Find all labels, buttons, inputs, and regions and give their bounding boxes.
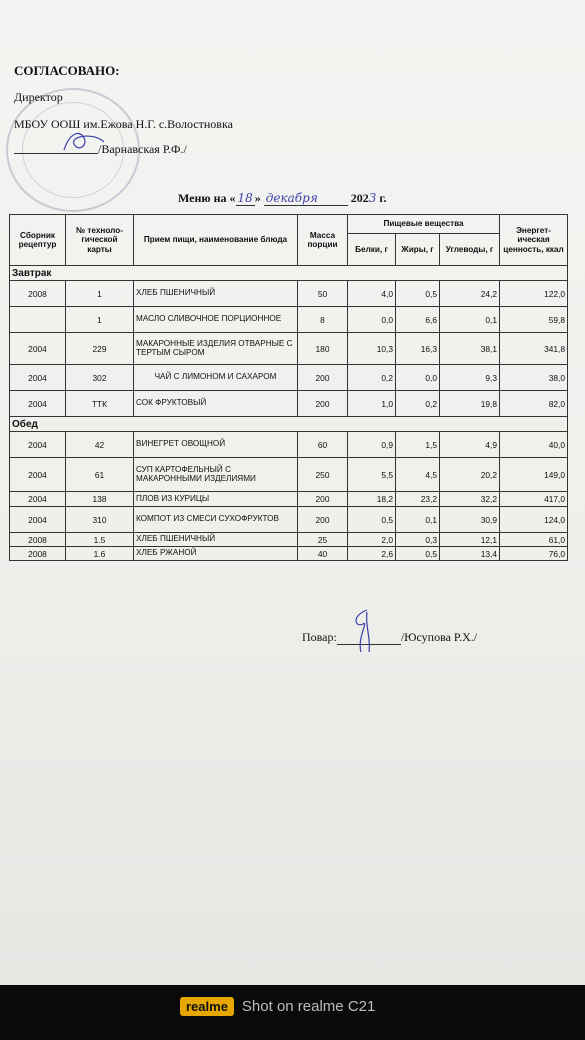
lunch-section xyxy=(10,417,568,561)
header-nutrients: Пищевые вещества xyxy=(348,215,500,234)
watermark-text: Shot on realme C21 xyxy=(241,998,376,1015)
menu-month: декабря xyxy=(264,191,348,206)
table-row: 1 МАСЛО СЛИВОЧНОЕ ПОРЦИОННОЕ 8 0,0 6,6 0,1 59,8 xyxy=(10,307,568,333)
menu-table xyxy=(9,214,568,561)
cook-label: Повар: xyxy=(302,630,337,644)
header-carbs: Углеводы, г xyxy=(440,234,500,266)
header-energy: Энергет-ическая ценность, ккал xyxy=(500,215,568,266)
header-fat: Жиры, г xyxy=(396,234,440,266)
table-row: 2004 302 ЧАЙ С ЛИМОНОМ И САХАРОМ 200 0,2 0,0 9,3 38,0 xyxy=(10,365,568,391)
approval-signature-name: /Варнавская Р.Ф./ xyxy=(98,142,187,156)
watermark-brand: realme xyxy=(180,997,234,1016)
cook-signature-line xyxy=(337,630,401,645)
approval-position: Директор xyxy=(14,90,63,104)
header-tech-card: № техноло-гической карты xyxy=(66,215,134,266)
section-label-lunch: Обед xyxy=(10,417,568,432)
menu-day: 18 xyxy=(237,191,253,205)
cook-signature xyxy=(347,608,387,654)
camera-watermark xyxy=(180,997,375,1016)
table-row: 2004 138 ПЛОВ ИЗ КУРИЦЫ 200 18,2 23,2 32,2 417,0 xyxy=(10,492,568,507)
breakfast-section xyxy=(10,266,568,417)
menu-title: Меню на « 18 » декабря 2023 г. xyxy=(178,191,387,205)
header-dish: Прием пищи, наименование блюда xyxy=(134,215,298,266)
menu-year-digit: 3 xyxy=(368,191,377,205)
cook-signature-block xyxy=(302,630,477,645)
table-row: 2004 ТТК СОК ФРУКТОВЫЙ 200 1,0 0,2 19,8 82,0 xyxy=(10,391,568,417)
table-row: 2008 1 ХЛЕБ ПШЕНИЧНЫЙ 50 4,0 0,5 24,2 122,0 xyxy=(10,281,568,307)
section-label-breakfast: Завтрак xyxy=(10,266,568,281)
approval-title: СОГЛАСОВАНО: xyxy=(14,63,120,78)
table-row: 2004 229 МАКАРОННЫЕ ИЗДЕЛИЯ ОТВАРНЫЕ С ТЕРТЫМ СЫРОМ 180 10,3 16,3 38,1 341,8 xyxy=(10,333,568,365)
table-row: 2004 61 СУП КАРТОФЕЛЬНЫЙ С МАКАРОННЫМИ ИЗДЕЛИЯМИ 250 5,5 4,5 20,2 149,0 xyxy=(10,458,568,492)
approval-organization: МБОУ ООШ им.Ежова Н.Г. с.Волостновка xyxy=(14,117,233,131)
cook-name: /Юсупова Р.Х./ xyxy=(400,630,478,644)
header-portion: Масса порции xyxy=(298,215,348,266)
table-row: 2004 42 ВИНЕГРЕТ ОВОЩНОЙ 60 0,9 1,5 4,9 40,0 xyxy=(10,432,568,458)
header-protein: Белки, г xyxy=(348,234,396,266)
table-row: 2008 1.6 ХЛЕБ РЖАНОЙ 40 2,6 0,5 13,4 76,0 xyxy=(10,547,568,561)
table-row: 2008 1.5 ХЛЕБ ПШЕНИЧНЫЙ 25 2,0 0,3 12,1 61,0 xyxy=(10,533,568,547)
table-row: 2004 310 КОМПОТ ИЗ СМЕСИ СУХОФРУКТОВ 200 0,5 0,1 30,9 124,0 xyxy=(10,507,568,533)
header-collection: Сборник рецептур xyxy=(10,215,66,266)
